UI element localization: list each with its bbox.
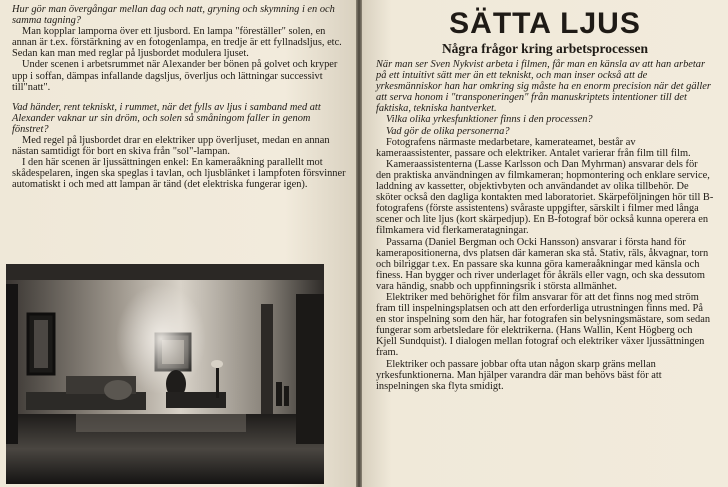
left-paragraph-1: Man kopplar lamporna över ett ljusbord. En lampa "föreställer" solen, en annan är t.ex. förstärkning av en fotogenlampa, en tredje är ett fyllnadsljus, etc. Sedan kan man med reglar på ljusbordet modulera ljuset.: [12, 26, 342, 60]
left-paragraph-2: Under scenen i arbetsrummet när Alexander ber bönen på golvet och kryper upp i soffan, dämpas infallande dagsljus, överljus och lättningar successivt till"natt".: [12, 59, 338, 93]
right-paragraph-1: Fotografens närmaste medarbetare, kamerateamet, består av kameraassistenter, passare och elektriker. Antalet varierar från film till film.: [376, 136, 691, 159]
left-question-1: Hur gör man övergångar mellan dag och natt, gryning och skymning i en och samma tagning?: [12, 4, 335, 27]
left-paragraph-3: Med regel på ljusbordet drar en elektriker upp överljuset, medan en annan nästan samtidigt för bort en skiva från "sol"-lampan.: [12, 135, 330, 158]
left-page: [0, 0, 356, 487]
film-still-photo: [6, 264, 324, 484]
article-intro: När man ser Sven Nykvist arbeta i filmen, får man en känsla av att han arbetar på ett intuitivt sätt mer än ett tekniskt, och man inser också att de yrkesmänniskor han har omkring sig måste ha en enorm precision när det gäller att serva honom i "transponeringen" från manuskriptets intentioner till det faktiska, tekniska hantverket.: [376, 59, 711, 115]
right-paragraph-3: Passarna (Daniel Bergman och Ocki Hansson) ansvarar i första hand för kamerapositionerna, dvs platsen där kameran ska stå. Stativ, räls, åkvagnar, torn och bilriggar t.ex. En passare ska kunna göra kameraåkningar med känsla och finess. Han bygger och river underlaget för åkräls eller vagn, och ska dessutom vara händig, snabb och uppfinningsrik i största allmänhet.: [376, 236, 709, 292]
right-question-1: Vilka olika yrkesfunktioner finns i den processen?: [386, 114, 593, 126]
right-question-2: Vad gör de olika personerna?: [386, 125, 510, 137]
right-paragraph-5: Elektriker och passare jobbar ofta utan någon skarp gräns mellan yrkesfunktionerna. Man hjälper varandra där man behövs bäst för att inspelningen ska flyta smidigt.: [376, 358, 662, 392]
left-question-2: Vad händer, rent tekniskt, i rummet, när det fylls av ljus i samband med att Alexander vaknar ur sin dröm, och solen så småningom faller in genom fönstret?: [12, 101, 321, 135]
right-page: [362, 0, 728, 487]
room-interior-image: [6, 264, 324, 484]
right-paragraph-4: Elektriker med behörighet för film ansvarar för att det finns nog med ström fram till inspelningsplatsen och att den erforderliga utrustningen finns med. På en stor inspelning som den här, har fotografen sin belysningsmästare, som sedan fungerar som arbetsledare för elektrikerna. (Hans Wallin, Kent Högberg och Kjell Sundquist). I dialogen mellan fotograf och elektriker växer ljussättningen fram.: [376, 291, 711, 359]
article-title: SÄTTA LJUS: [449, 7, 641, 40]
right-paragraph-2: Kameraassistenterna (Lasse Karlsson och Dan Myhrman) ansvarar dels för den praktiska användningen av filmkameran; hopmontering och enklare service, laddning av kassetter, objektivbyten och användandet av olika tillbehör. De sköter också den dagliga kontakten med laboratoriet. Skärpeföljningen hör till B-fotografens (förste assistentens) svåraste uppgifter, särskilt i filmer med långa scener och lite ljus (kort skärpedjup). En B-fotograf bör också kunna operera en filmkamera vid flerkameratagningar.: [376, 158, 714, 237]
left-paragraph-4: I den här scenen är ljussättningen enkel: En kameraåkning parallellt mot skådespelaren, ingen ska speglas i tavlan, och ljusblänket i lampfoten försvinner automatiskt i och med att lampan är tänd (det elektriska fungerar igen).: [12, 157, 346, 191]
article-subtitle: Några frågor kring arbetsprocessen: [441, 41, 649, 56]
